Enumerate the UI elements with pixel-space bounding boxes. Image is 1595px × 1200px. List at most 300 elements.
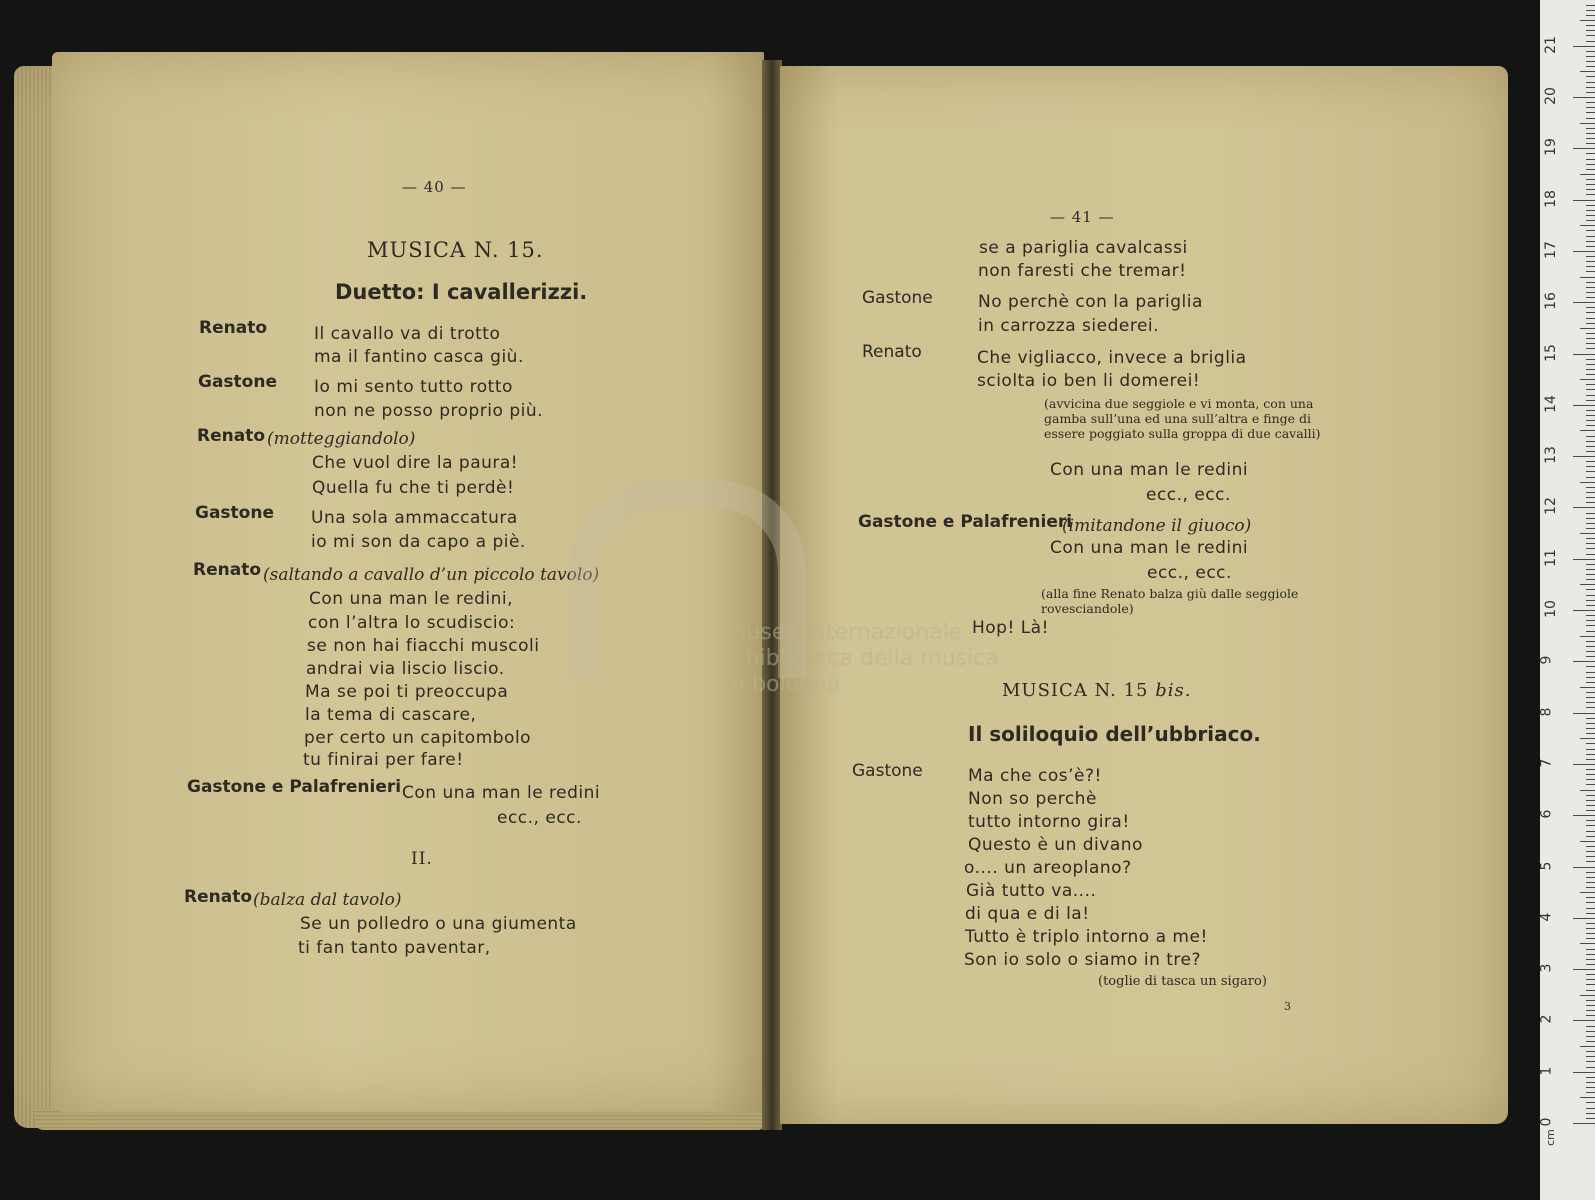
left-page [52,52,764,1112]
ruler-tick [1586,974,1595,975]
ruler-tick [1586,359,1595,360]
ruler-tick [1586,574,1595,575]
ruler-tick [1586,1015,1595,1016]
watermark-line: e biblioteca della musica [725,646,999,671]
section-title: Duetto: I cavallerizzi. [335,280,588,304]
ruler-tick [1580,225,1595,226]
ruler-tick [1586,554,1595,555]
ruler-tick [1586,1077,1595,1078]
ruler-tick [1586,159,1595,160]
ruler-tick [1573,610,1595,611]
ruler-tick [1580,738,1595,739]
ruler-tick [1573,200,1595,201]
ruler-tick [1586,220,1595,221]
ruler-tick [1586,436,1595,437]
ruler-tick [1573,97,1595,98]
ruler-label: 6 [1538,809,1555,819]
ruler-tick [1586,323,1595,324]
ruler-tick [1586,261,1595,262]
ruler-label: 9 [1538,655,1555,665]
ruler-tick [1586,133,1595,134]
ruler-tick [1586,733,1595,734]
ruler-tick [1586,897,1595,898]
ruler-tick [1586,825,1595,826]
verse-line: in carrozza siederei. [978,316,1160,336]
ruler-tick [1586,538,1595,539]
ruler-tick [1586,400,1595,401]
ruler-tick [1586,513,1595,514]
ruler-tick [1586,1031,1595,1032]
watermark-line: museo internazionale [725,620,963,645]
ruler-tick [1586,312,1595,313]
ruler-tick [1586,1108,1595,1109]
speaker-name: Renato [199,318,267,338]
ruler-tick [1586,615,1595,616]
ruler-tick [1586,1061,1595,1062]
ruler-label: 10 [1542,600,1559,618]
ruler-tick [1586,451,1595,452]
verse-line: andrai via liscio liscio. [306,659,505,679]
verse-line: sciolta io ben li domerei! [977,371,1201,391]
ruler-tick [1586,287,1595,288]
ruler-tick [1580,1097,1595,1098]
exclamation: Hop! Là! [972,618,1049,638]
ruler-tick [1586,487,1595,488]
ruler-tick [1586,831,1595,832]
ruler-tick [1586,846,1595,847]
ruler-label: 13 [1542,446,1559,465]
ruler-tick [1586,51,1595,52]
ruler-tick [1586,728,1595,729]
ruler-tick [1580,687,1595,688]
ruler-label: 18 [1542,189,1559,208]
ruler-tick [1573,456,1595,457]
ruler-tick [1586,882,1595,883]
signature-mark: 3 [1284,1000,1291,1013]
ruler-label: 5 [1538,861,1555,870]
ruler-tick [1586,1005,1595,1006]
ruler-tick [1586,384,1595,385]
section-title: Il soliloquio dell’ubbriaco. [968,722,1261,746]
verse-line: ma il fantino casca giù. [314,347,524,367]
ruler-tick [1573,969,1595,970]
page-number: — 41 — [1050,208,1115,226]
ruler-tick [1586,41,1595,42]
ruler-label: 4 [1538,912,1555,922]
ruler-label: 19 [1542,138,1559,157]
verse-line: io mi son da capo a piè. [311,532,526,552]
ruler-tick [1586,631,1595,632]
speaker-name: Gastone e Palafrenieri [187,777,402,797]
ruler-tick [1586,338,1595,339]
ruler-tick [1586,292,1595,293]
verse-line: tutto intorno gira! [968,812,1130,832]
verse-line: Questo è un divano [968,835,1143,855]
ruler-tick [1580,943,1595,944]
verse-line: per certo un capitombolo [304,728,532,748]
ruler-tick [1586,600,1595,601]
ruler-tick [1586,128,1595,129]
verse-line: non ne posso proprio più. [314,401,544,421]
ruler-tick [1586,10,1595,11]
ruler-tick [1586,723,1595,724]
ruler-tick [1586,666,1595,667]
verse-line: ti fan tanto paventar, [298,938,491,958]
ruler-tick [1586,307,1595,308]
ruler-tick [1580,379,1595,380]
ruler-tick [1573,354,1595,355]
ruler-tick [1586,646,1595,647]
ruler-tick [1586,66,1595,67]
ruler-tick [1586,333,1595,334]
speaker-name: Gastone [862,288,933,308]
ruler-tick [1580,841,1595,842]
stage-direction: (alla fine Renato balza giù dalle seggiole rovesciandole) [1041,586,1299,616]
speaker-name: Gastone [198,372,277,392]
ruler-tick [1573,148,1595,149]
ruler-tick [1586,56,1595,57]
ruler-tick [1573,764,1595,765]
verse-line: Son io solo o siamo in tre? [964,950,1202,970]
stage-direction: (avvicina due seggiole e vi monta, con una gamba sull’una ed una sull’altra e finge di essere poggiato sulla groppa di due cavalli) [1044,396,1321,441]
ruler-tick [1586,1026,1595,1027]
verse-line: Con una man le redini [402,783,601,803]
ruler-label: 3 [1538,963,1555,973]
ruler-tick [1573,46,1595,47]
ruler-tick [1573,302,1595,303]
page-number: — 40 — [402,178,467,196]
ruler-tick [1586,779,1595,780]
ruler-tick [1586,477,1595,478]
ruler-tick [1586,389,1595,390]
verse-line: Quella fu che ti perdè! [312,478,515,498]
ruler-tick [1586,672,1595,673]
ruler-tick [1586,979,1595,980]
ruler-label: 20 [1542,87,1559,105]
verse-line: Con una man le redini [1050,538,1249,558]
ruler-tick [1586,184,1595,185]
ruler-tick [1586,877,1595,878]
ruler-tick [1586,271,1595,272]
ruler-tick [1573,815,1595,816]
ruler-tick [1573,867,1595,868]
ruler-label: 15 [1542,343,1559,362]
ruler-tick [1586,348,1595,349]
ruler-label: 16 [1542,292,1559,311]
ruler-tick [1586,15,1595,16]
ruler-tick [1586,595,1595,596]
ruler-tick [1586,30,1595,31]
verse-line: Io mi sento tutto rotto [314,377,513,397]
ruler-tick [1586,518,1595,519]
ruler-tick [1586,933,1595,934]
ruler-tick [1586,754,1595,755]
ruler-tick [1580,20,1595,21]
ruler-tick [1586,1000,1595,1001]
ruler-label: 14 [1542,394,1559,413]
verse-line: Tutto è triplo intorno a me! [965,927,1208,947]
ruler-tick [1586,425,1595,426]
ruler-tick [1573,918,1595,919]
ruler-tick [1586,851,1595,852]
ruler-label: 0 [1538,1117,1555,1127]
ruler-tick [1586,102,1595,103]
verse-line: tu finirai per fare! [303,750,464,770]
ruler-tick [1586,784,1595,785]
ruler-tick [1586,107,1595,108]
ruler-tick [1586,913,1595,914]
ruler-tick [1586,872,1595,873]
speaker-name: Gastone [195,503,274,523]
ruler-tick [1586,395,1595,396]
ruler-tick [1586,92,1595,93]
ruler-label: 7 [1538,758,1555,768]
heading-suffix: bis. [1155,680,1192,701]
ruler-tick [1586,805,1595,806]
ruler-tick [1586,769,1595,770]
ruler-unit: cm [1543,1129,1557,1146]
ruler-tick [1586,984,1595,985]
speaker-name: Renato [193,560,261,580]
ruler-tick [1586,651,1595,652]
speaker-name: Renato [184,887,252,907]
verse-line: ecc., ecc. [1147,563,1232,583]
ruler-tick [1586,1087,1595,1088]
stage-direction: (balza dal tavolo) [253,890,402,910]
ruler-tick [1586,692,1595,693]
ruler-tick [1586,189,1595,190]
ruler-tick [1586,446,1595,447]
ruler-tick [1586,5,1595,6]
ruler-tick [1586,492,1595,493]
ruler-tick [1586,1010,1595,1011]
ruler-tick [1586,923,1595,924]
ruler-tick [1586,266,1595,267]
measurement-ruler [1540,0,1595,1200]
ruler-tick [1586,1082,1595,1083]
verse-line: non faresti che tremar! [978,261,1187,281]
ruler-tick [1586,112,1595,113]
ruler-tick [1586,543,1595,544]
ruler-tick [1586,369,1595,370]
ruler-tick [1586,579,1595,580]
ruler-tick [1573,507,1595,508]
ruler-tick [1586,523,1595,524]
verse-line: ecc., ecc. [1146,485,1231,505]
ruler-tick [1580,790,1595,791]
verse-line: di qua e di la! [965,904,1090,924]
speaker-name: Renato [197,426,265,446]
right-page [780,66,1508,1124]
ruler-label: 11 [1542,548,1559,567]
music-heading: MUSICA N. 15. [367,238,544,262]
watermark-line: di bologna [725,672,841,697]
ruler-tick [1586,1113,1595,1114]
ruler-tick [1586,810,1595,811]
ruler-tick [1586,548,1595,549]
ruler-tick [1580,1046,1595,1047]
ruler-tick [1580,71,1595,72]
ruler-tick [1586,707,1595,708]
ruler-tick [1573,661,1595,662]
ruler-label: 12 [1542,497,1559,516]
ruler-tick [1586,502,1595,503]
ruler-tick [1586,1102,1595,1103]
verse-line: con l’altra lo scudiscio: [308,613,516,633]
ruler-tick [1580,892,1595,893]
ruler-tick [1580,277,1595,278]
ruler-tick [1573,251,1595,252]
ruler-tick [1586,938,1595,939]
ruler-tick [1586,1118,1595,1119]
verse-line: Una sola ammaccatura [311,508,518,528]
ruler-tick [1586,169,1595,170]
verse-line: Ma che cos’è?! [968,766,1102,786]
stage-direction: (toglie di tasca un sigaro) [1098,974,1267,989]
ruler-tick [1586,569,1595,570]
ruler-tick [1586,230,1595,231]
ruler-tick [1573,1020,1595,1021]
speaker-name: Gastone [852,761,923,781]
ruler-tick [1586,908,1595,909]
ruler-tick [1586,625,1595,626]
ruler-tick [1586,774,1595,775]
ruler-tick [1586,364,1595,365]
ruler-tick [1586,194,1595,195]
verse-line: Con una man le redini [1050,460,1249,480]
ruler-label: 1 [1538,1066,1555,1076]
ruler-tick [1580,430,1595,431]
ruler-tick [1586,420,1595,421]
ruler-tick [1586,35,1595,36]
verse-line: Con una man le redini, [309,589,514,609]
ruler-tick [1586,25,1595,26]
ruler-tick [1586,1092,1595,1093]
ruler-tick [1586,461,1595,462]
stage-direction: (motteggiandolo) [267,429,416,449]
verse-line: Già tutto va.... [966,881,1097,901]
ruler-tick [1573,713,1595,714]
ruler-tick [1586,528,1595,529]
ruler-tick [1586,87,1595,88]
verse-line: ecc., ecc. [497,808,582,828]
ruler-tick [1586,718,1595,719]
ruler-tick [1580,584,1595,585]
ruler-tick [1580,482,1595,483]
ruler-tick [1586,82,1595,83]
verse-line: Che vuol dire la paura! [312,453,519,473]
ruler-tick [1586,210,1595,211]
ruler-tick [1586,861,1595,862]
ruler-tick [1586,964,1595,965]
ruler-tick [1580,123,1595,124]
stage-direction: (saltando a cavallo d’un piccolo tavolo) [263,565,600,585]
verse-line: Non so perchè [968,789,1097,809]
ruler-tick [1586,282,1595,283]
ruler-tick [1586,605,1595,606]
ruler-tick [1586,759,1595,760]
ruler-tick [1586,800,1595,801]
ruler-label: 21 [1542,35,1559,54]
ruler-tick [1586,256,1595,257]
ruler-tick [1586,564,1595,565]
ruler-tick [1580,533,1595,534]
ruler-tick [1586,928,1595,929]
ruler-tick [1586,990,1595,991]
ruler-tick [1586,589,1595,590]
ruler-tick [1586,205,1595,206]
ruler-tick [1586,887,1595,888]
ruler-tick [1586,820,1595,821]
ruler-tick [1586,954,1595,955]
ruler-tick [1586,1056,1595,1057]
speaker-name: Renato [862,342,922,362]
verse-line: Se un polledro o una giumenta [300,914,577,934]
ruler-tick [1580,636,1595,637]
ruler-label: 2 [1538,1014,1555,1024]
ruler-tick [1586,76,1595,77]
section-number: II. [411,849,433,869]
verse-line: se a pariglia cavalcassi [979,238,1188,258]
verse-line: la tema di cascare, [305,705,477,725]
verse-line: Ma se poi ti preoccupa [305,682,509,702]
book-gutter [762,60,782,1130]
ruler-tick [1586,959,1595,960]
ruler-tick [1586,1067,1595,1068]
ruler-tick [1586,297,1595,298]
ruler-tick [1586,164,1595,165]
ruler-tick [1586,410,1595,411]
ruler-tick [1586,697,1595,698]
ruler-tick [1586,795,1595,796]
ruler-tick [1586,143,1595,144]
ruler-tick [1580,995,1595,996]
ruler-tick [1586,682,1595,683]
ruler-tick [1586,246,1595,247]
ruler-tick [1586,949,1595,950]
ruler-tick [1586,61,1595,62]
ruler-tick [1586,118,1595,119]
verse-line: No perchè con la pariglia [978,292,1203,312]
ruler-tick [1586,702,1595,703]
ruler-tick [1586,153,1595,154]
ruler-tick [1586,179,1595,180]
ruler-tick [1586,1041,1595,1042]
ruler-tick [1586,215,1595,216]
ruler-tick [1586,1051,1595,1052]
ruler-label: 17 [1542,240,1559,259]
ruler-tick [1586,856,1595,857]
ruler-tick [1573,1072,1595,1073]
ruler-tick [1586,743,1595,744]
ruler-tick [1586,466,1595,467]
ruler-tick [1586,343,1595,344]
ruler-tick [1586,441,1595,442]
verse-line: se non hai fiacchi muscoli [307,636,540,656]
ruler-tick [1573,405,1595,406]
ruler-tick [1573,559,1595,560]
ruler-tick [1580,328,1595,329]
music-heading: MUSICA N. 15 bis. [1002,680,1192,701]
ruler-tick [1573,1123,1595,1124]
ruler-tick [1586,236,1595,237]
ruler-tick [1586,1036,1595,1037]
verse-line: Il cavallo va di trotto [314,324,501,344]
ruler-tick [1586,656,1595,657]
ruler-tick [1586,374,1595,375]
ruler-tick [1586,138,1595,139]
ruler-tick [1586,471,1595,472]
